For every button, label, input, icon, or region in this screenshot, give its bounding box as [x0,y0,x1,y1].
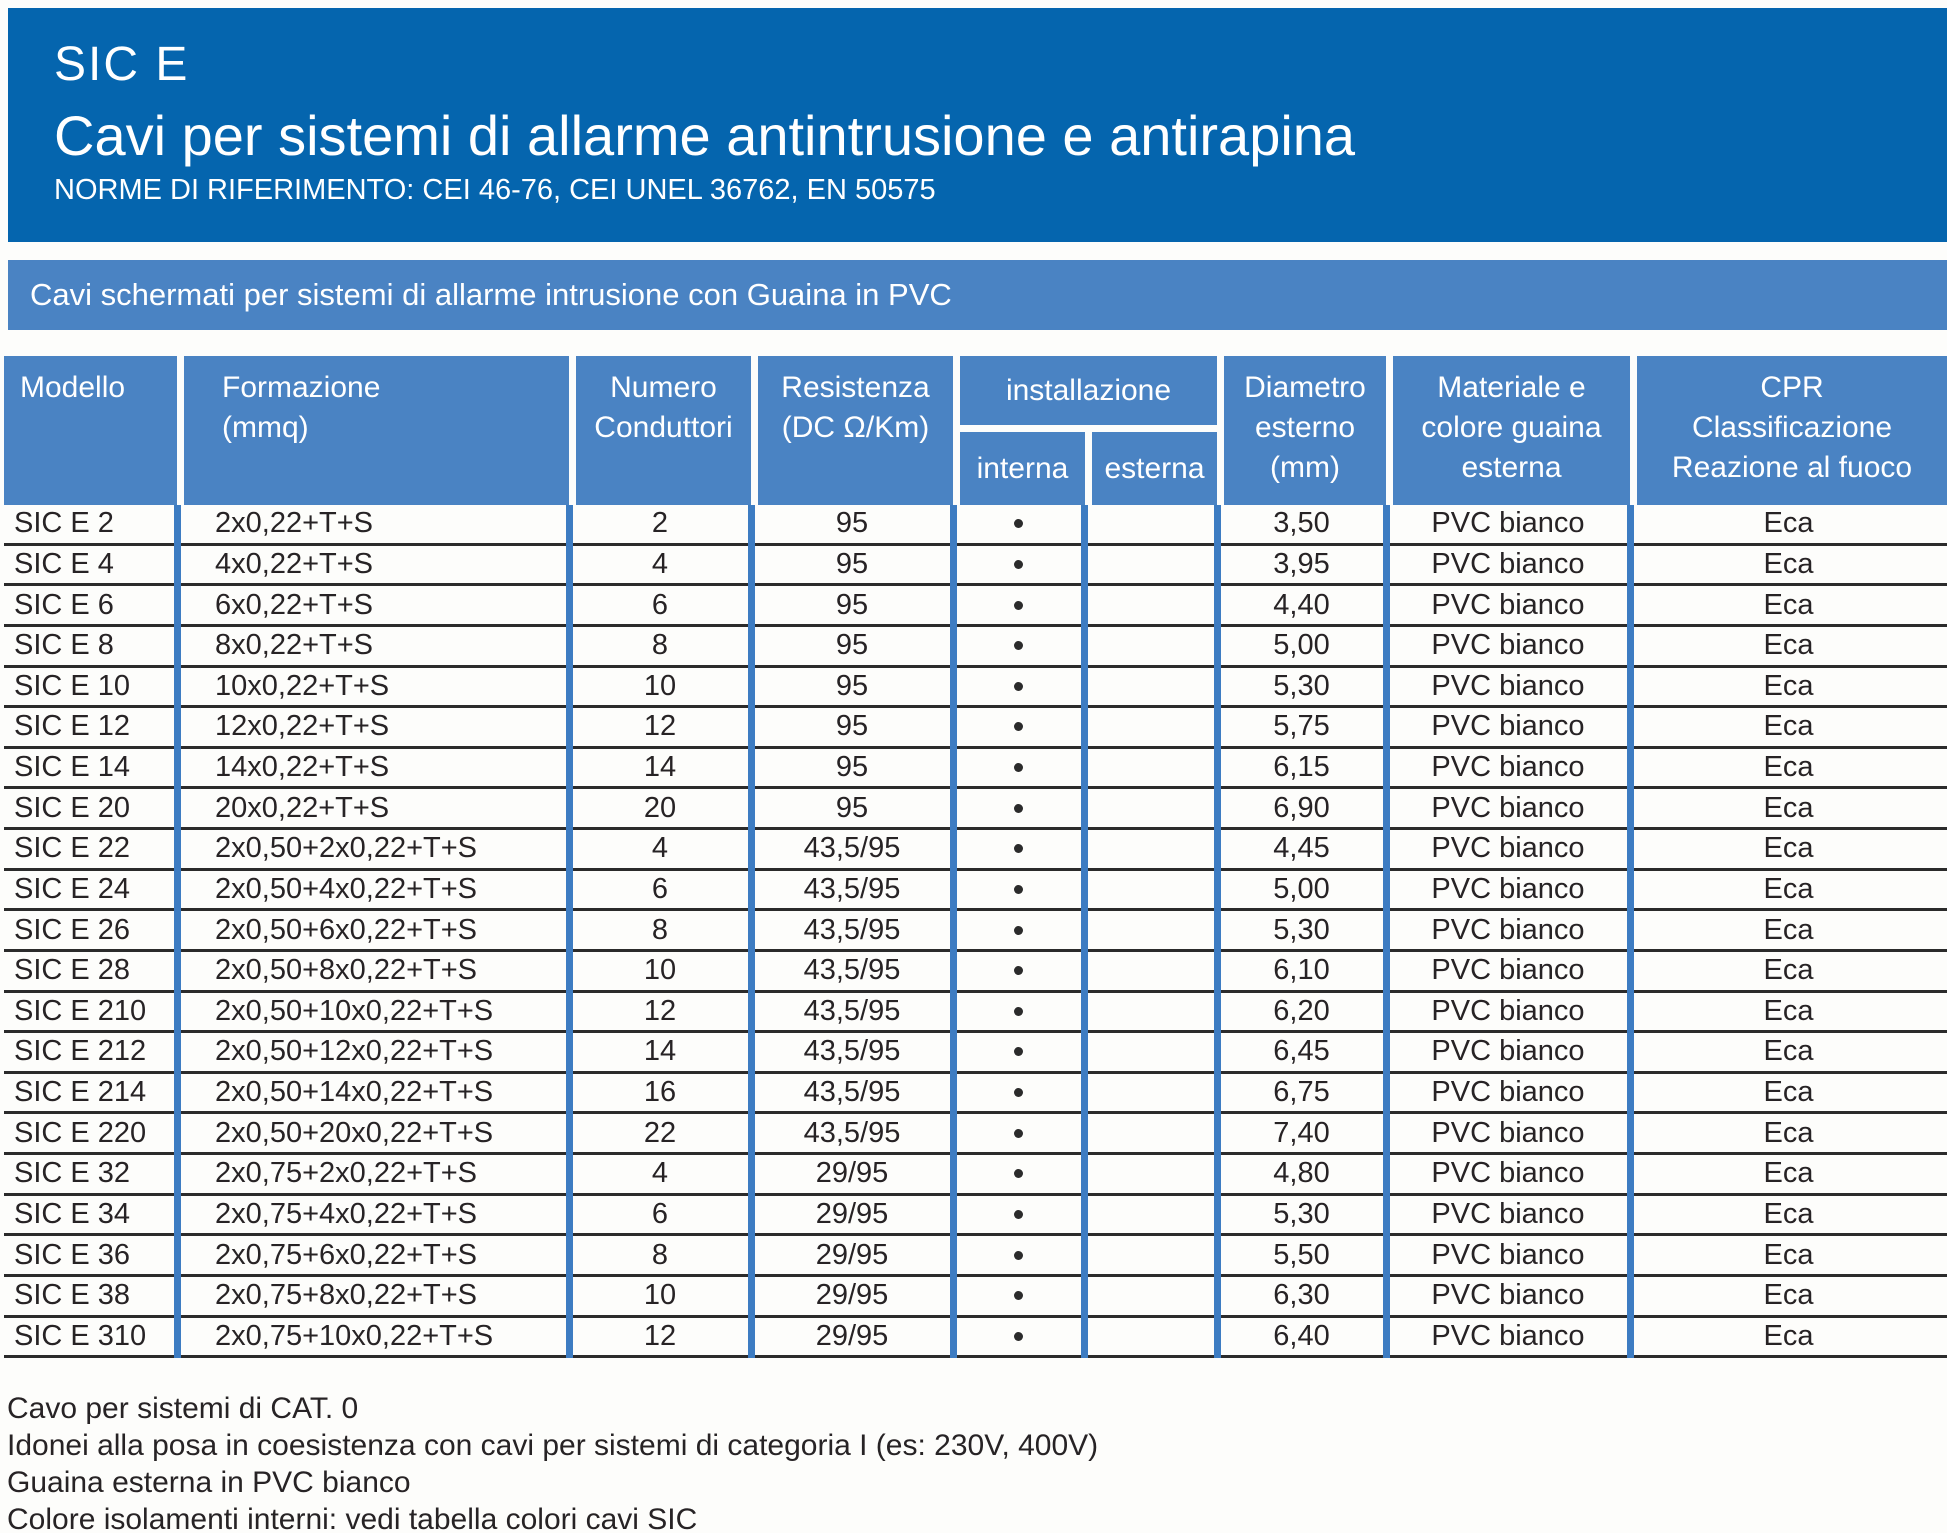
header-numero-conduttori: Numero Conduttori [569,356,751,505]
cell-formazione: 10x0,22+T+S [215,669,390,702]
cell-installazione-esterna [1084,1196,1217,1234]
header-modello: Modello [4,356,177,505]
cell-formazione: 2x0,50+2x0,22+T+S [215,832,478,865]
cell-installazione-esterna [1084,871,1217,909]
cell-formazione: 14x0,22+T+S [215,751,390,784]
cell-resistenza: 95 [835,507,869,540]
cell-modello: SIC E 2 [14,507,114,540]
cell-numero-conduttori: 10 [643,1279,677,1312]
cell-modello: SIC E 26 [14,913,131,946]
cell-installazione-interna [953,911,1084,949]
cell-installazione-esterna [1084,1033,1217,1071]
cell-resistenza: 29/95 [815,1319,889,1352]
cell-materiale-guaina: PVC bianco [1431,1238,1585,1271]
cell-numero-conduttori: 4 [651,1157,669,1190]
cell-modello: SIC E 12 [14,710,131,743]
cell-installazione-esterna [1084,993,1217,1031]
product-family-title: SIC E [54,38,190,91]
cell-diametro: 4,45 [1273,832,1330,865]
cell-installazione-esterna [1084,830,1217,868]
header-materiale-guaina: Materiale e colore guaina esterna [1386,356,1630,505]
cell-cpr: Eca [1763,1157,1814,1190]
cell-numero-conduttori: 12 [643,994,677,1027]
cell-installazione-esterna [1084,627,1217,665]
cell-modello: SIC E 212 [14,1035,147,1068]
cell-numero-conduttori: 12 [643,710,677,743]
cell-installazione-interna [953,1033,1084,1071]
cell-installazione-interna [953,1155,1084,1193]
cell-formazione: 2x0,75+4x0,22+T+S [215,1197,478,1230]
cell-installazione-esterna [1084,789,1217,827]
table-row [4,708,1947,749]
cell-materiale-guaina: PVC bianco [1431,629,1585,662]
cell-installazione-interna [953,1318,1084,1356]
cell-cpr: Eca [1763,1197,1814,1230]
cell-modello: SIC E 8 [14,629,114,662]
cell-cpr: Eca [1763,710,1814,743]
cell-numero-conduttori: 14 [643,751,677,784]
installation-dot-icon [1014,560,1023,569]
cell-formazione: 8x0,22+T+S [215,629,373,662]
cell-cpr: Eca [1763,1279,1814,1312]
cell-installazione-interna [953,1277,1084,1315]
cell-installazione-interna [953,1074,1084,1112]
cell-formazione: 2x0,50+10x0,22+T+S [215,994,494,1027]
table-row [4,789,1947,830]
cell-resistenza: 95 [835,629,869,662]
cell-installazione-interna [953,586,1084,624]
cell-resistenza: 29/95 [815,1238,889,1271]
cell-diametro: 6,15 [1273,751,1330,784]
cell-installazione-interna [953,1236,1084,1274]
installation-dot-icon [1014,641,1023,650]
cell-numero-conduttori: 14 [643,1035,677,1068]
cell-materiale-guaina: PVC bianco [1431,1035,1585,1068]
installation-dot-icon [1014,1129,1023,1138]
cell-diametro: 6,20 [1273,994,1330,1027]
cell-resistenza: 95 [835,751,869,784]
table-row [4,505,1947,546]
cell-numero-conduttori: 20 [643,791,677,824]
cell-modello: SIC E 38 [14,1279,131,1312]
cell-resistenza: 43,5/95 [803,1076,901,1109]
column-divider [1383,505,1390,1358]
cell-resistenza: 43,5/95 [803,1035,901,1068]
installation-dot-icon [1014,1047,1023,1056]
installation-dot-icon [1014,682,1023,691]
cell-numero-conduttori: 6 [651,872,669,905]
cell-installazione-esterna [1084,708,1217,746]
cell-modello: SIC E 22 [14,832,131,865]
cell-materiale-guaina: PVC bianco [1431,954,1585,987]
cell-formazione: 2x0,50+20x0,22+T+S [215,1116,494,1149]
cell-installazione-interna [953,627,1084,665]
cell-numero-conduttori: 8 [651,913,669,946]
cell-resistenza: 43,5/95 [803,1116,901,1149]
cell-diametro: 5,50 [1273,1238,1330,1271]
cell-modello: SIC E 24 [14,872,131,905]
cell-modello: SIC E 210 [14,994,147,1027]
reference-norms: NORME DI RIFERIMENTO: CEI 46-76, CEI UNEL 36762, EN 50575 [54,174,936,206]
cell-resistenza: 29/95 [815,1197,889,1230]
cell-resistenza: 29/95 [815,1279,889,1312]
installation-dot-icon [1014,966,1023,975]
cell-formazione: 2x0,75+8x0,22+T+S [215,1279,478,1312]
cell-resistenza: 95 [835,710,869,743]
cell-materiale-guaina: PVC bianco [1431,994,1585,1027]
cell-installazione-esterna [1084,1155,1217,1193]
cell-cpr: Eca [1763,629,1814,662]
table-row [4,911,1947,952]
column-divider [174,505,181,1358]
cell-diametro: 5,75 [1273,710,1330,743]
cell-formazione: 2x0,75+2x0,22+T+S [215,1157,478,1190]
installation-dot-icon [1014,885,1023,894]
cell-cpr: Eca [1763,1319,1814,1352]
cell-installazione-interna [953,708,1084,746]
cell-cpr: Eca [1763,751,1814,784]
cell-diametro: 3,95 [1273,547,1330,580]
cell-diametro: 6,10 [1273,954,1330,987]
cell-materiale-guaina: PVC bianco [1431,1197,1585,1230]
cell-numero-conduttori: 8 [651,1238,669,1271]
cell-installazione-interna [953,546,1084,584]
table-row [4,1033,1947,1074]
table-row [4,1114,1947,1155]
header-cpr: CPR Classificazione Reazione al fuoco [1630,356,1947,505]
cell-installazione-interna [953,871,1084,909]
cell-installazione-interna [953,1196,1084,1234]
cable-spec-table [4,356,1947,1358]
cell-diametro: 6,30 [1273,1279,1330,1312]
footnotes [0,1390,1947,1533]
installation-dot-icon [1014,1210,1023,1219]
cell-numero-conduttori: 6 [651,1197,669,1230]
cell-numero-conduttori: 10 [643,669,677,702]
cell-cpr: Eca [1763,994,1814,1027]
cell-cpr: Eca [1763,872,1814,905]
cell-installazione-esterna [1084,1277,1217,1315]
cell-modello: SIC E 14 [14,751,131,784]
cell-installazione-esterna [1084,586,1217,624]
cell-installazione-interna [953,830,1084,868]
cell-numero-conduttori: 2 [651,507,669,540]
cell-materiale-guaina: PVC bianco [1431,588,1585,621]
cell-formazione: 20x0,22+T+S [215,791,390,824]
cell-installazione-esterna [1084,952,1217,990]
cell-cpr: Eca [1763,1238,1814,1271]
cell-materiale-guaina: PVC bianco [1431,1279,1585,1312]
cell-diametro: 6,45 [1273,1035,1330,1068]
cell-numero-conduttori: 4 [651,832,669,865]
cell-materiale-guaina: PVC bianco [1431,1076,1585,1109]
cell-diametro: 5,00 [1273,629,1330,662]
table-row [4,1155,1947,1196]
cell-installazione-esterna [1084,505,1217,543]
cell-resistenza: 95 [835,669,869,702]
installation-dot-icon [1014,1169,1023,1178]
cell-modello: SIC E 4 [14,547,114,580]
cell-modello: SIC E 32 [14,1157,131,1190]
footnote-line: Colore isolamenti interni: vedi tabella colori cavi SIC [7,1503,698,1533]
cell-cpr: Eca [1763,547,1814,580]
cell-installazione-esterna [1084,1114,1217,1152]
header-installazione-esterna: esterna [1092,432,1217,505]
cell-installazione-interna [953,789,1084,827]
table-row [4,1196,1947,1237]
cell-cpr: Eca [1763,669,1814,702]
cell-numero-conduttori: 12 [643,1319,677,1352]
table-row [4,993,1947,1034]
cell-installazione-esterna [1084,1074,1217,1112]
column-divider [566,505,573,1358]
cell-modello: SIC E 10 [14,669,131,702]
cell-resistenza: 43,5/95 [803,832,901,865]
cell-resistenza: 95 [835,547,869,580]
cell-materiale-guaina: PVC bianco [1431,1116,1585,1149]
table-row [4,1277,1947,1318]
column-divider [1214,505,1221,1358]
cell-installazione-interna [953,668,1084,706]
cell-diametro: 7,40 [1273,1116,1330,1149]
table-row [4,668,1947,709]
cell-resistenza: 43,5/95 [803,872,901,905]
table-body [4,505,1947,1358]
table-row [4,871,1947,912]
cell-diametro: 6,40 [1273,1319,1330,1352]
cell-cpr: Eca [1763,588,1814,621]
cell-diametro: 5,30 [1273,1197,1330,1230]
cell-formazione: 2x0,50+4x0,22+T+S [215,872,478,905]
cell-diametro: 4,40 [1273,588,1330,621]
cell-cpr: Eca [1763,913,1814,946]
cell-materiale-guaina: PVC bianco [1431,547,1585,580]
cell-materiale-guaina: PVC bianco [1431,832,1585,865]
cell-cpr: Eca [1763,791,1814,824]
cell-installazione-esterna [1084,911,1217,949]
table-row [4,627,1947,668]
cell-diametro: 5,30 [1273,669,1330,702]
cell-formazione: 2x0,75+10x0,22+T+S [215,1319,494,1352]
cell-installazione-interna [953,749,1084,787]
column-divider [1081,505,1088,1358]
section-banner [8,260,1947,330]
cell-diametro: 5,00 [1273,872,1330,905]
cell-numero-conduttori: 22 [643,1116,677,1149]
header-installazione-group [953,356,1217,505]
cell-modello: SIC E 214 [14,1076,147,1109]
cell-formazione: 2x0,75+6x0,22+T+S [215,1238,478,1271]
title-band [8,8,1947,242]
cell-modello: SIC E 20 [14,791,131,824]
table-row [4,546,1947,587]
cell-cpr: Eca [1763,1035,1814,1068]
installation-dot-icon [1014,1251,1023,1260]
cell-diametro: 5,30 [1273,913,1330,946]
installation-dot-icon [1014,722,1023,731]
cell-diametro: 4,80 [1273,1157,1330,1190]
cell-cpr: Eca [1763,1116,1814,1149]
cell-modello: SIC E 28 [14,954,131,987]
installation-dot-icon [1014,1332,1023,1341]
cell-resistenza: 95 [835,588,869,621]
cell-numero-conduttori: 4 [651,547,669,580]
cell-installazione-esterna [1084,1318,1217,1356]
table-row [4,952,1947,993]
cell-modello: SIC E 310 [14,1319,147,1352]
cell-cpr: Eca [1763,507,1814,540]
cell-resistenza: 95 [835,791,869,824]
cell-installazione-esterna [1084,1236,1217,1274]
footnote-line: Guaina esterna in PVC bianco [7,1466,411,1499]
table-header-row [4,356,1947,505]
cell-numero-conduttori: 6 [651,588,669,621]
cell-modello: SIC E 220 [14,1116,147,1149]
footnote-line: Cavo per sistemi di CAT. 0 [7,1392,359,1425]
cell-formazione: 2x0,22+T+S [215,507,373,540]
cell-installazione-esterna [1084,546,1217,584]
cell-diametro: 3,50 [1273,507,1330,540]
table-row [4,749,1947,790]
cell-formazione: 2x0,50+14x0,22+T+S [215,1076,494,1109]
cell-resistenza: 29/95 [815,1157,889,1190]
cell-diametro: 6,90 [1273,791,1330,824]
cell-modello: SIC E 6 [14,588,114,621]
installation-dot-icon [1014,1291,1023,1300]
column-divider [748,505,755,1358]
cell-installazione-interna [953,993,1084,1031]
cell-formazione: 2x0,50+12x0,22+T+S [215,1035,494,1068]
cell-numero-conduttori: 10 [643,954,677,987]
cell-formazione: 4x0,22+T+S [215,547,373,580]
cell-cpr: Eca [1763,832,1814,865]
cell-resistenza: 43,5/95 [803,994,901,1027]
table-row [4,586,1947,627]
cell-diametro: 6,75 [1273,1076,1330,1109]
cell-installazione-esterna [1084,749,1217,787]
installation-dot-icon [1014,1007,1023,1016]
cell-installazione-interna [953,1114,1084,1152]
header-installazione: installazione [960,356,1217,425]
cell-installazione-interna [953,505,1084,543]
cell-modello: SIC E 34 [14,1197,131,1230]
cell-numero-conduttori: 8 [651,629,669,662]
cell-materiale-guaina: PVC bianco [1431,669,1585,702]
cell-installazione-esterna [1084,668,1217,706]
header-formazione: Formazione (mmq) [177,356,569,505]
cell-materiale-guaina: PVC bianco [1431,1319,1585,1352]
cell-numero-conduttori: 16 [643,1076,677,1109]
installation-dot-icon [1014,519,1023,528]
footnote-line: Idonei alla posa in coesistenza con cavi per sistemi di categoria I (es: 230V, 400V) [7,1429,1099,1462]
cell-modello: SIC E 36 [14,1238,131,1271]
table-row [4,1074,1947,1115]
header-diametro-esterno: Diametro esterno (mm) [1217,356,1386,505]
cell-materiale-guaina: PVC bianco [1431,1157,1585,1190]
table-row [4,830,1947,871]
cell-materiale-guaina: PVC bianco [1431,791,1585,824]
cell-formazione: 2x0,50+6x0,22+T+S [215,913,478,946]
cell-formazione: 6x0,22+T+S [215,588,373,621]
cell-resistenza: 43,5/95 [803,954,901,987]
installation-dot-icon [1014,1088,1023,1097]
installation-dot-icon [1014,601,1023,610]
cell-materiale-guaina: PVC bianco [1431,913,1585,946]
page-title: Cavi per sistemi di allarme antintrusione e antirapina [54,104,1356,167]
header-resistenza: Resistenza (DC Ω/Km) [751,356,953,505]
installation-dot-icon [1014,804,1023,813]
table-row [4,1236,1947,1277]
cell-installazione-interna [953,952,1084,990]
section-banner-label: Cavi schermati per sistemi di allarme intrusione con Guaina in PVC [30,277,952,312]
cell-formazione: 2x0,50+8x0,22+T+S [215,954,478,987]
cell-materiale-guaina: PVC bianco [1431,507,1585,540]
table-row [4,1318,1947,1359]
cell-materiale-guaina: PVC bianco [1431,872,1585,905]
cell-materiale-guaina: PVC bianco [1431,710,1585,743]
cell-cpr: Eca [1763,1076,1814,1109]
cell-formazione: 12x0,22+T+S [215,710,390,743]
header-installazione-interna: interna [960,432,1085,505]
cell-resistenza: 43,5/95 [803,913,901,946]
column-divider [1627,505,1634,1358]
installation-dot-icon [1014,926,1023,935]
cell-cpr: Eca [1763,954,1814,987]
cell-materiale-guaina: PVC bianco [1431,751,1585,784]
installation-dot-icon [1014,844,1023,853]
installation-dot-icon [1014,763,1023,772]
column-divider [950,505,957,1358]
